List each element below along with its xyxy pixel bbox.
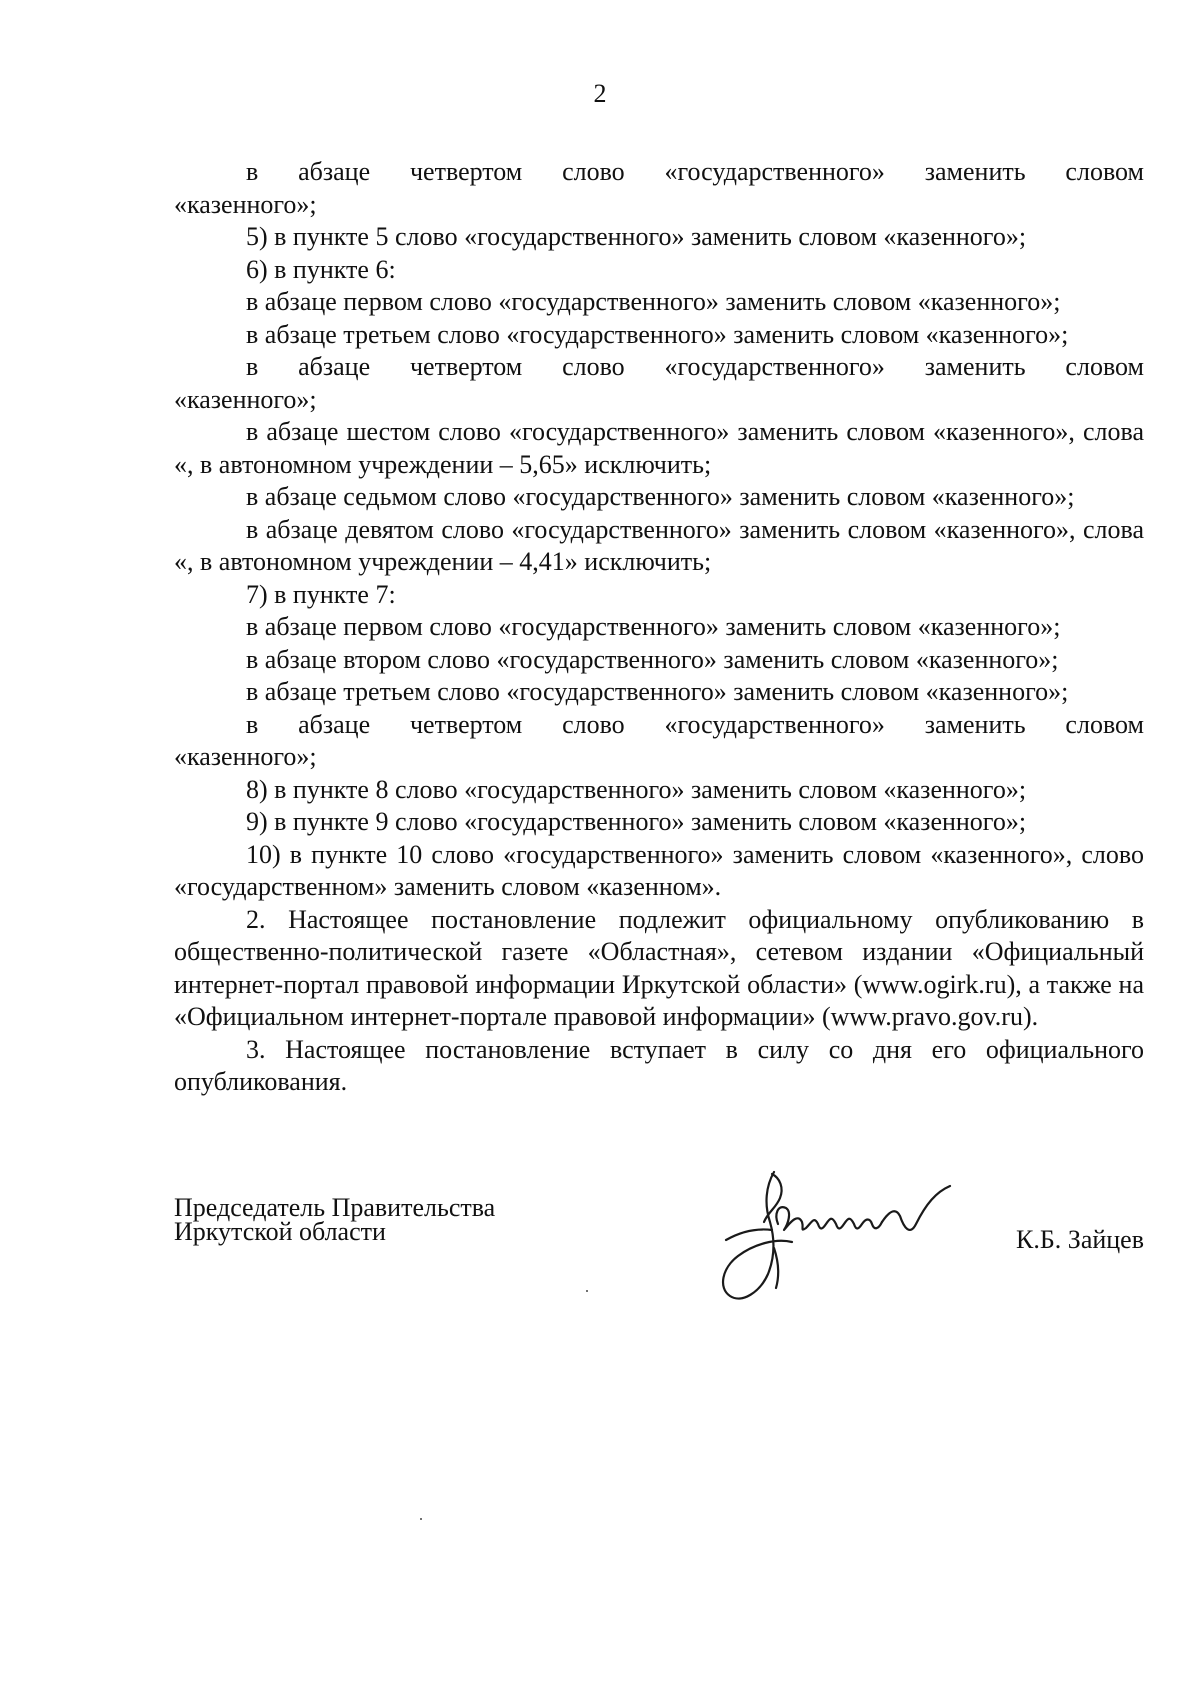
paragraph: в абзаце седьмом слово «государственного» заменить словом «казенного»; [246,482,1075,511]
paragraph: в абзаце четвертом слово «государственного» заменить словом [246,709,1144,739]
paragraph: 8) в пункте 8 слово «государственного» заменить словом «казенного»; [246,774,1027,804]
paragraph: в абзаце третьем слово «государственного» заменить словом «казенного»; [246,319,1069,349]
paragraph: «казенного»; [174,189,317,219]
paragraph: «казенного»; [174,742,317,771]
paragraph: в абзаце четвертом слово «государственного» заменить словом [246,352,1144,381]
paragraph: в абзаце втором слово «государственного» заменить словом «казенного»; [246,644,1059,674]
paragraph: в абзаце первом слово «государственного» заменить словом «казенного»; [246,612,1061,641]
paragraph: 6) в пункте 6: [246,254,396,284]
paragraph: «казенного»; [174,384,317,414]
paragraph: 2. Настоящее постановление подлежит официальному опубликованию в общественно-политической газете «Областная», сетевом издании «Официальный интернет-портал правовой информации Иркутской области» (www.ogirk.ru), а также на «Официальном интернет-портале правовой информации» (www.pravo.gov.ru). [174,904,1144,1031]
paragraph: 10) в пункте 10 слово «государственного» заменить словом «казенного», слово «государственном» заменить словом «казенном». [174,839,1144,901]
scan-speck [586,1290,588,1292]
scan-speck [420,1518,422,1520]
signature-block [174,1193,1144,1336]
paragraph: 3. Настоящее постановление вступает в силу со дня его официального опубликования. [174,1034,1144,1096]
signer-title [174,1193,496,1246]
paragraph: в абзаце девятом слово «государственного» заменить словом «казенного», слова «, в автономном учреждении – 4,41» исключить; [174,514,1144,576]
signer-title-line: Председатель Правительства [174,1193,496,1222]
paragraph: в абзаце четвертом слово «государственного» заменить словом [246,157,1144,186]
paragraph: в абзаце первом слово «государственного» заменить словом «казенного»; [246,287,1061,316]
paragraph: 9) в пункте 9 слово «государственного» заменить словом «казенного»; [246,807,1027,836]
signer-name: К.Б. Зайцев [1016,1225,1144,1254]
document-body [174,156,1144,1099]
paragraph: 5) в пункте 5 слово «государственного» заменить словом «казенного»; [246,222,1027,251]
paragraph: в абзаце шестом слово «государственного» заменить словом «казенного», слова «, в автономном учреждении – 5,65» исключить; [174,417,1144,479]
page-number: 2 [593,79,607,108]
handwritten-signature [714,1164,984,1314]
paragraph: 7) в пункте 7: [246,579,396,609]
paragraph: в абзаце третьем слово «государственного» заменить словом «казенного»; [246,677,1069,706]
signer-title-line: Иркутской области [174,1217,386,1246]
